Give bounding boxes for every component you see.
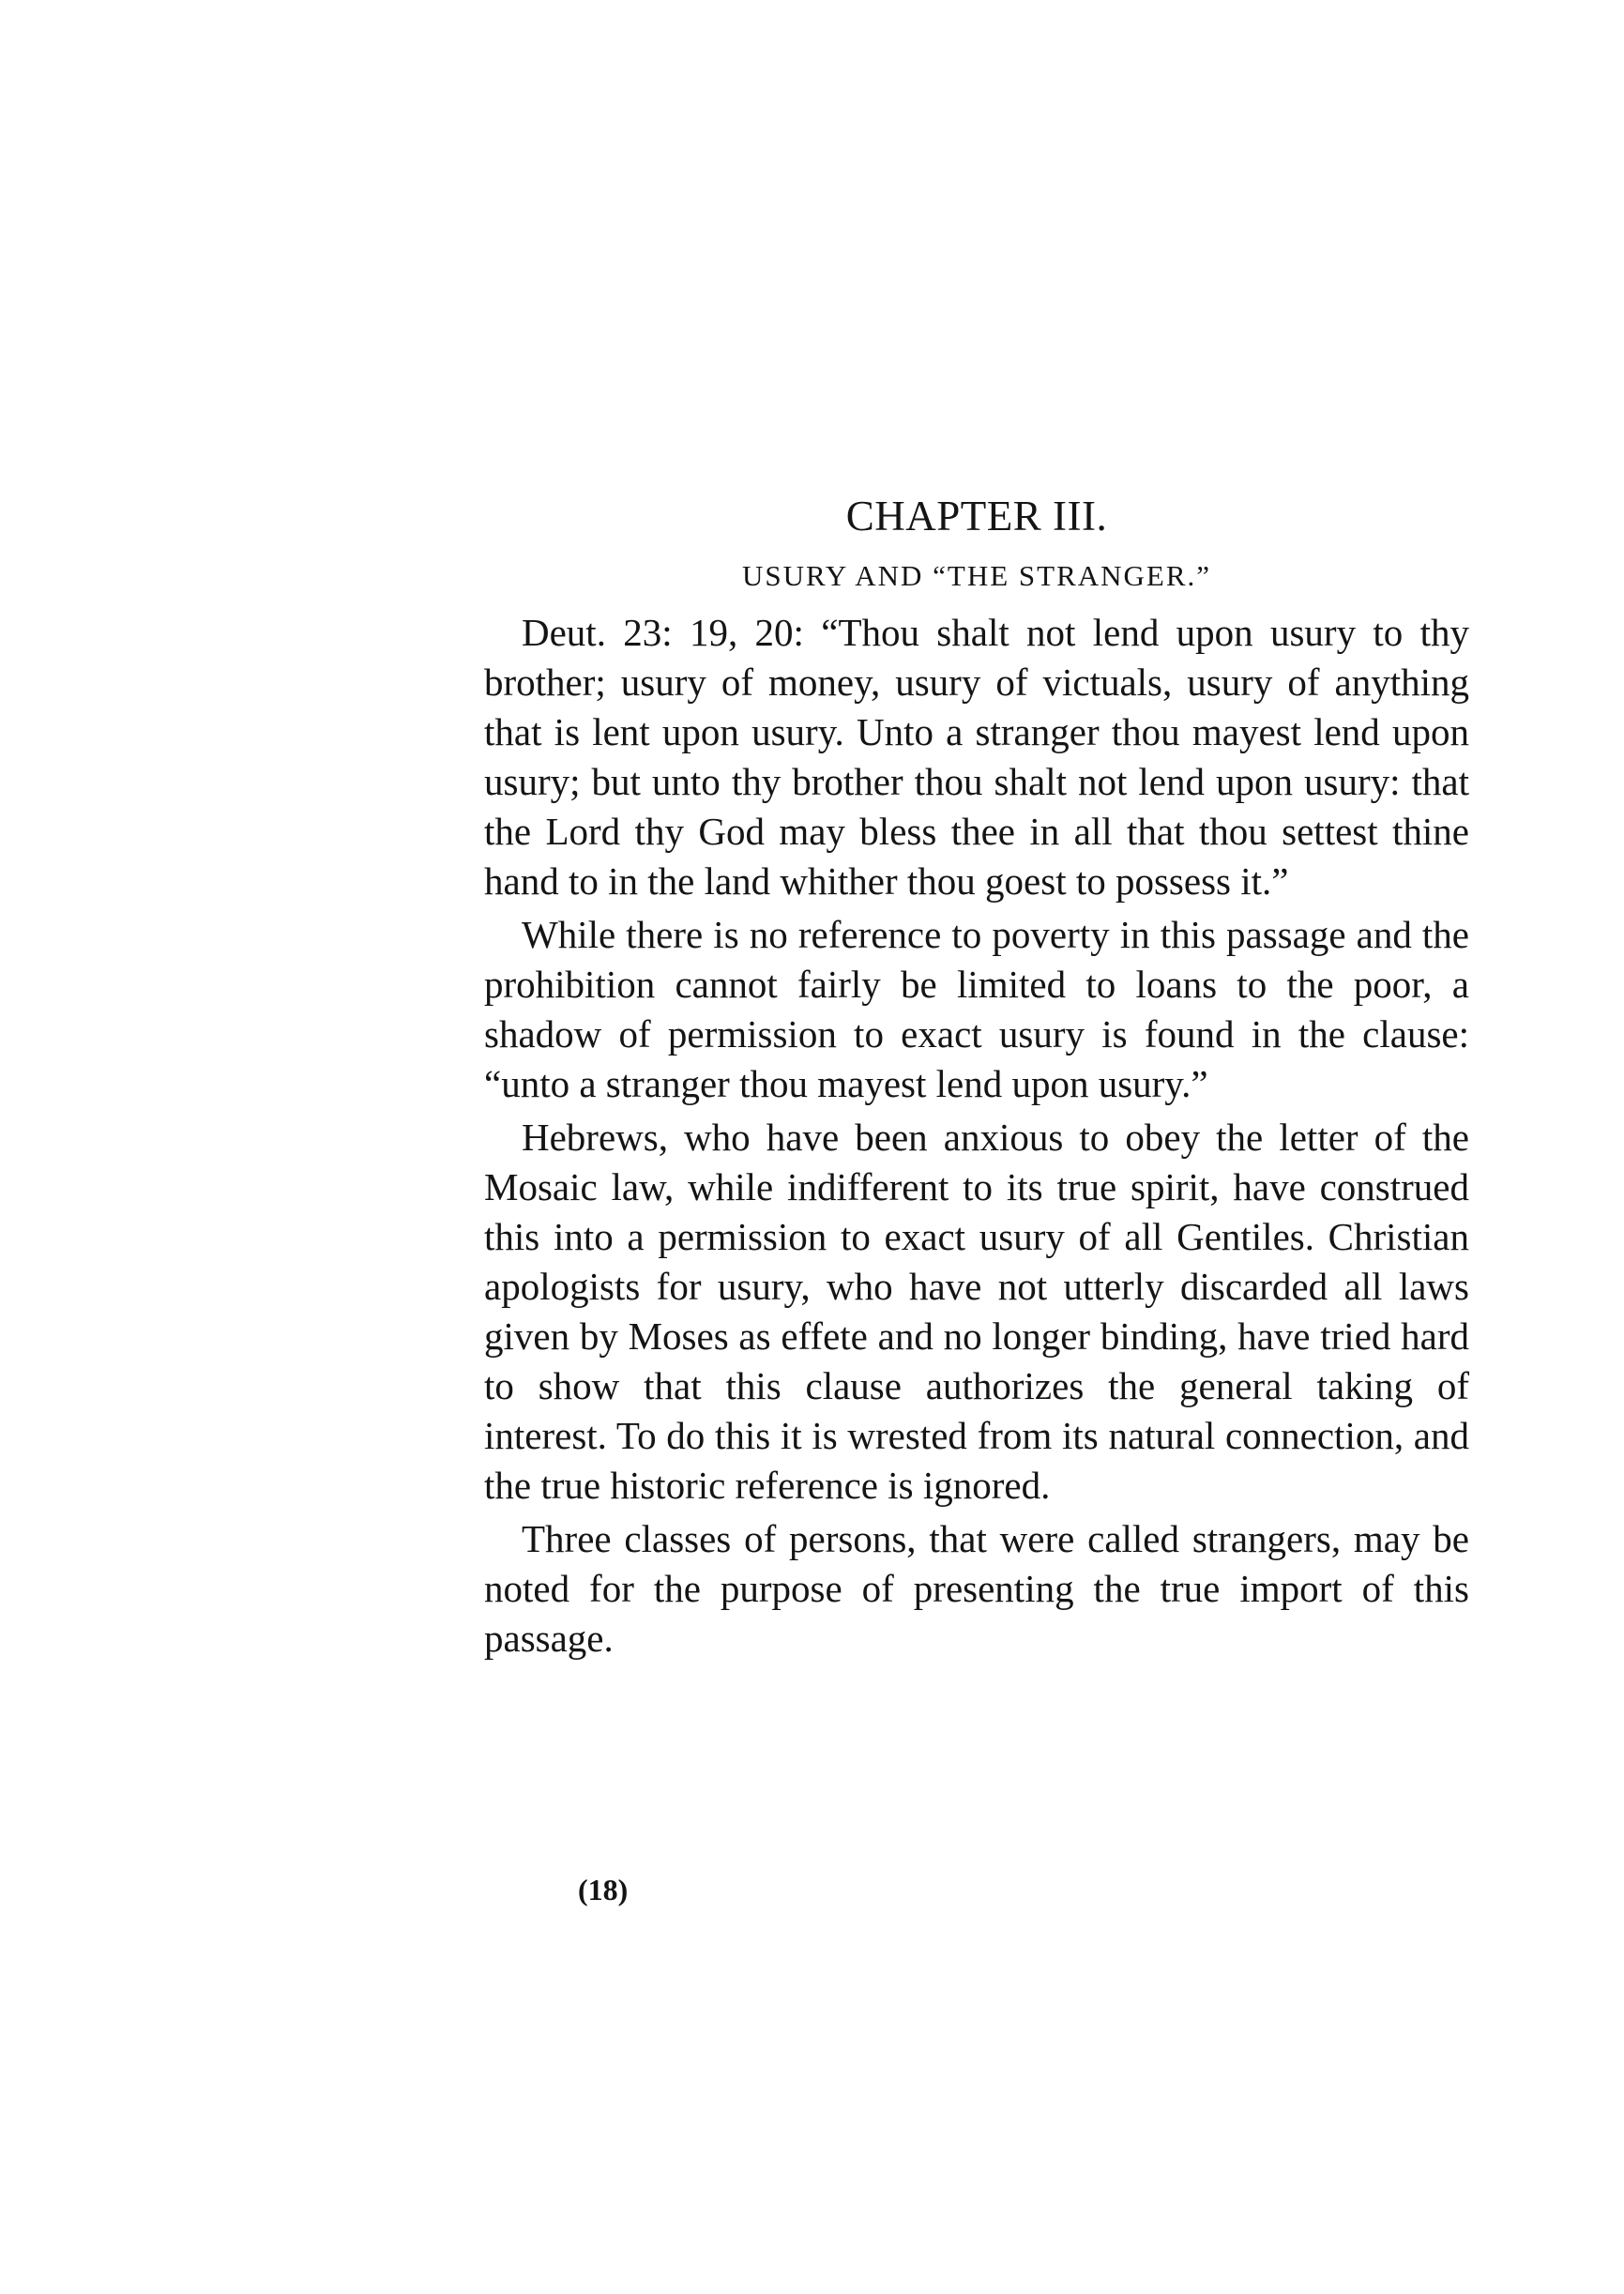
text-block [484,488,1469,1664]
paragraph-poverty-reference: While there is no reference to poverty in this passage and the prohibition cannot fairly be limited to loans to the poor, a shadow of permission to exact usury is found in the clause: “unto a stranger thou mayest lend upon usury.” [484,913,1469,1105]
paragraph-three-classes: Three classes of persons, that were called strangers, may be noted for the purpose of presenting the true import of this passage. [484,1517,1469,1660]
chapter-subtitle: USURY AND “THE STRANGER.” [741,559,1212,592]
paragraph-hebrews-interpretation: Hebrews, who have been anxious to obey the letter of the Mosaic law, while indifferent to its true spirit, have construed this into a permission to exact usury of all Gentiles. Christian apologists for usury, who have not utterly discarded all laws given by Moses as effete and no longer binding, have tried hard to show that this clause authorizes the general taking of interest. To do this it is wrested from its natural connection, and the true historic reference is ignored. [484,1116,1469,1507]
paragraph-deuteronomy-quote: Deut. 23: 19, 20: “Thou shalt not lend upon usury to thy brother; usury of money, usury of victuals, usury of anything that is lent upon usury. Unto a stranger thou mayest lend upon usury; but unto thy brother thou shalt not lend upon usury: that the Lord thy God may bless thee in all that thou settest thine hand to in the land whither thou goest to possess it.” [484,611,1469,903]
chapter-title: CHAPTER III. [845,493,1108,539]
page-number: (18) [578,1873,629,1907]
